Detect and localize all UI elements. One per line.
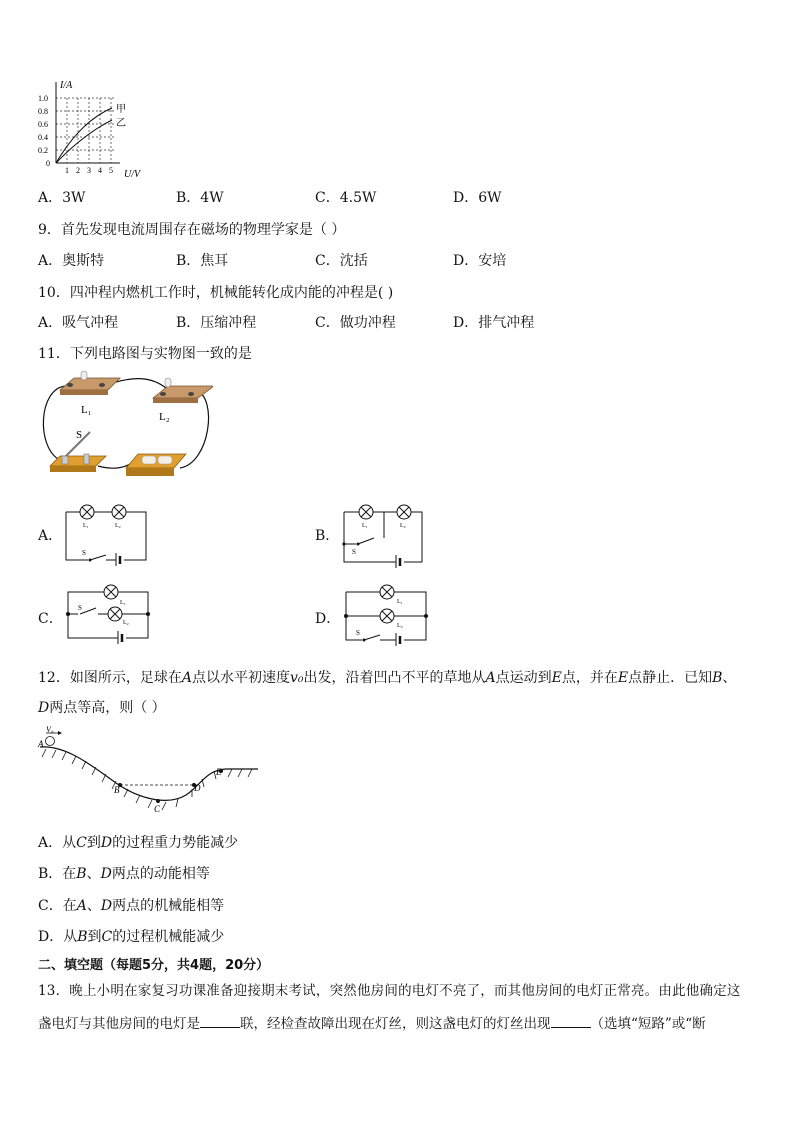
s-label: S (76, 429, 83, 441)
option-b[interactable]: B． (315, 528, 340, 544)
question-stem: 11．下列电路图与实物图一致的是 (38, 346, 252, 362)
l1-label: L₁ (81, 404, 92, 416)
y-tick: 0.6 (38, 120, 48, 129)
curve-label-yi: 乙 (116, 118, 126, 129)
circuit-c[interactable] (64, 582, 152, 644)
x-tick: 1 (65, 166, 69, 175)
option-c[interactable]: C．在A、D两点的机械能相等 (38, 898, 225, 914)
y-tick: 0.8 (38, 107, 48, 116)
l1-label: L₁ (362, 523, 368, 529)
option-b[interactable]: B．4W (176, 190, 224, 206)
option-d[interactable]: D．从B到C的过程机械能减少 (38, 929, 225, 945)
option-c[interactable]: C．4.5W (315, 190, 377, 206)
option-a[interactable]: A．奥斯特 (38, 253, 105, 269)
question-stem: 9．首先发现电流周围存在磁场的物理学家是（ ） (38, 222, 346, 238)
l2-label: L₂ (397, 623, 403, 629)
option-b[interactable]: B．压缩冲程 (176, 315, 257, 331)
physical-circuit-figure (38, 368, 213, 483)
question-stem-line-1: 12．如图所示，足球在A点以水平初速度v₀出发，沿着凹凸不平的草地从A点运动到E点，并在E点静止．已知B、 (38, 670, 737, 686)
s-label: S (78, 604, 82, 612)
point-d-label: D (194, 783, 201, 793)
option-a[interactable]: A．吸气冲程 (38, 315, 119, 331)
point-c-label: C (154, 804, 161, 814)
y-tick: 0 (46, 159, 50, 168)
point-b-label: B (114, 785, 120, 795)
circuit-d[interactable] (342, 582, 430, 646)
l2-label: L₂ (159, 411, 170, 423)
option-d[interactable]: D． (315, 611, 341, 627)
option-c[interactable]: C．沈括 (315, 253, 368, 269)
option-a[interactable]: A．3W (38, 190, 86, 206)
curve-label-jia: 甲 (116, 104, 126, 115)
l2-label: L₂ (115, 523, 121, 529)
answer-blank-2[interactable] (551, 1015, 591, 1028)
iu-graph (36, 76, 156, 180)
point-e-label: E (216, 767, 222, 777)
y-tick: 1.0 (38, 94, 48, 103)
x-tick: 5 (109, 166, 113, 175)
y-tick: 0.2 (38, 146, 48, 155)
option-d[interactable]: D．安培 (453, 253, 507, 269)
option-b[interactable]: B．焦耳 (176, 253, 229, 269)
x-axis-label: U/V (124, 169, 141, 180)
option-d[interactable]: D．6W (453, 190, 502, 206)
option-d[interactable]: D．排气冲程 (453, 315, 535, 331)
option-b[interactable]: B．在B、D两点的动能相等 (38, 866, 210, 882)
terrain-figure (36, 725, 261, 820)
x-tick: 4 (98, 166, 102, 175)
x-tick: 2 (76, 166, 80, 175)
question-stem-line-2: 盏电灯与其他房间的电灯是 联，经检查故障出现在灯丝，则这盏电灯的灯丝出现 （选填“短路”或“断 (38, 1016, 706, 1032)
l2-label: L₂ (400, 523, 406, 529)
l1-label: L₁ (120, 600, 126, 606)
s-label: S (82, 549, 86, 557)
l1-label: L₁ (397, 599, 403, 605)
s-label: S (352, 548, 356, 556)
l1-label: L₁ (83, 523, 89, 529)
y-tick: 0.4 (38, 133, 48, 142)
y-axis-label: I/A (60, 80, 73, 91)
v0-label: V₀ (46, 725, 54, 734)
option-c[interactable]: C． (38, 611, 63, 627)
circuit-a[interactable] (64, 502, 148, 566)
option-c[interactable]: C．做功冲程 (315, 315, 396, 331)
question-stem-line-1: 13．晚上小明在家复习功课准备迎接期末考试，突然他房间的电灯不亮了，而其他房间的电灯正常亮。由此他确定这 (38, 983, 741, 999)
question-stem-line-2: D两点等高，则（ ） (38, 700, 166, 716)
x-tick: 3 (87, 166, 91, 175)
answer-blank-1[interactable] (200, 1015, 240, 1028)
l2-label: L₂ (123, 620, 129, 626)
option-a[interactable]: A．从C到D的过程重力势能减少 (38, 835, 239, 851)
circuit-b[interactable] (342, 502, 424, 568)
option-a[interactable]: A． (38, 528, 63, 544)
s-label: S (356, 629, 360, 637)
section-heading: 二、填空题（每题5分，共4题，20分） (38, 958, 270, 973)
point-a-label: A (38, 739, 44, 749)
question-stem: 10．四冲程内燃机工作时，机械能转化成内能的冲程是( ) (38, 285, 394, 301)
